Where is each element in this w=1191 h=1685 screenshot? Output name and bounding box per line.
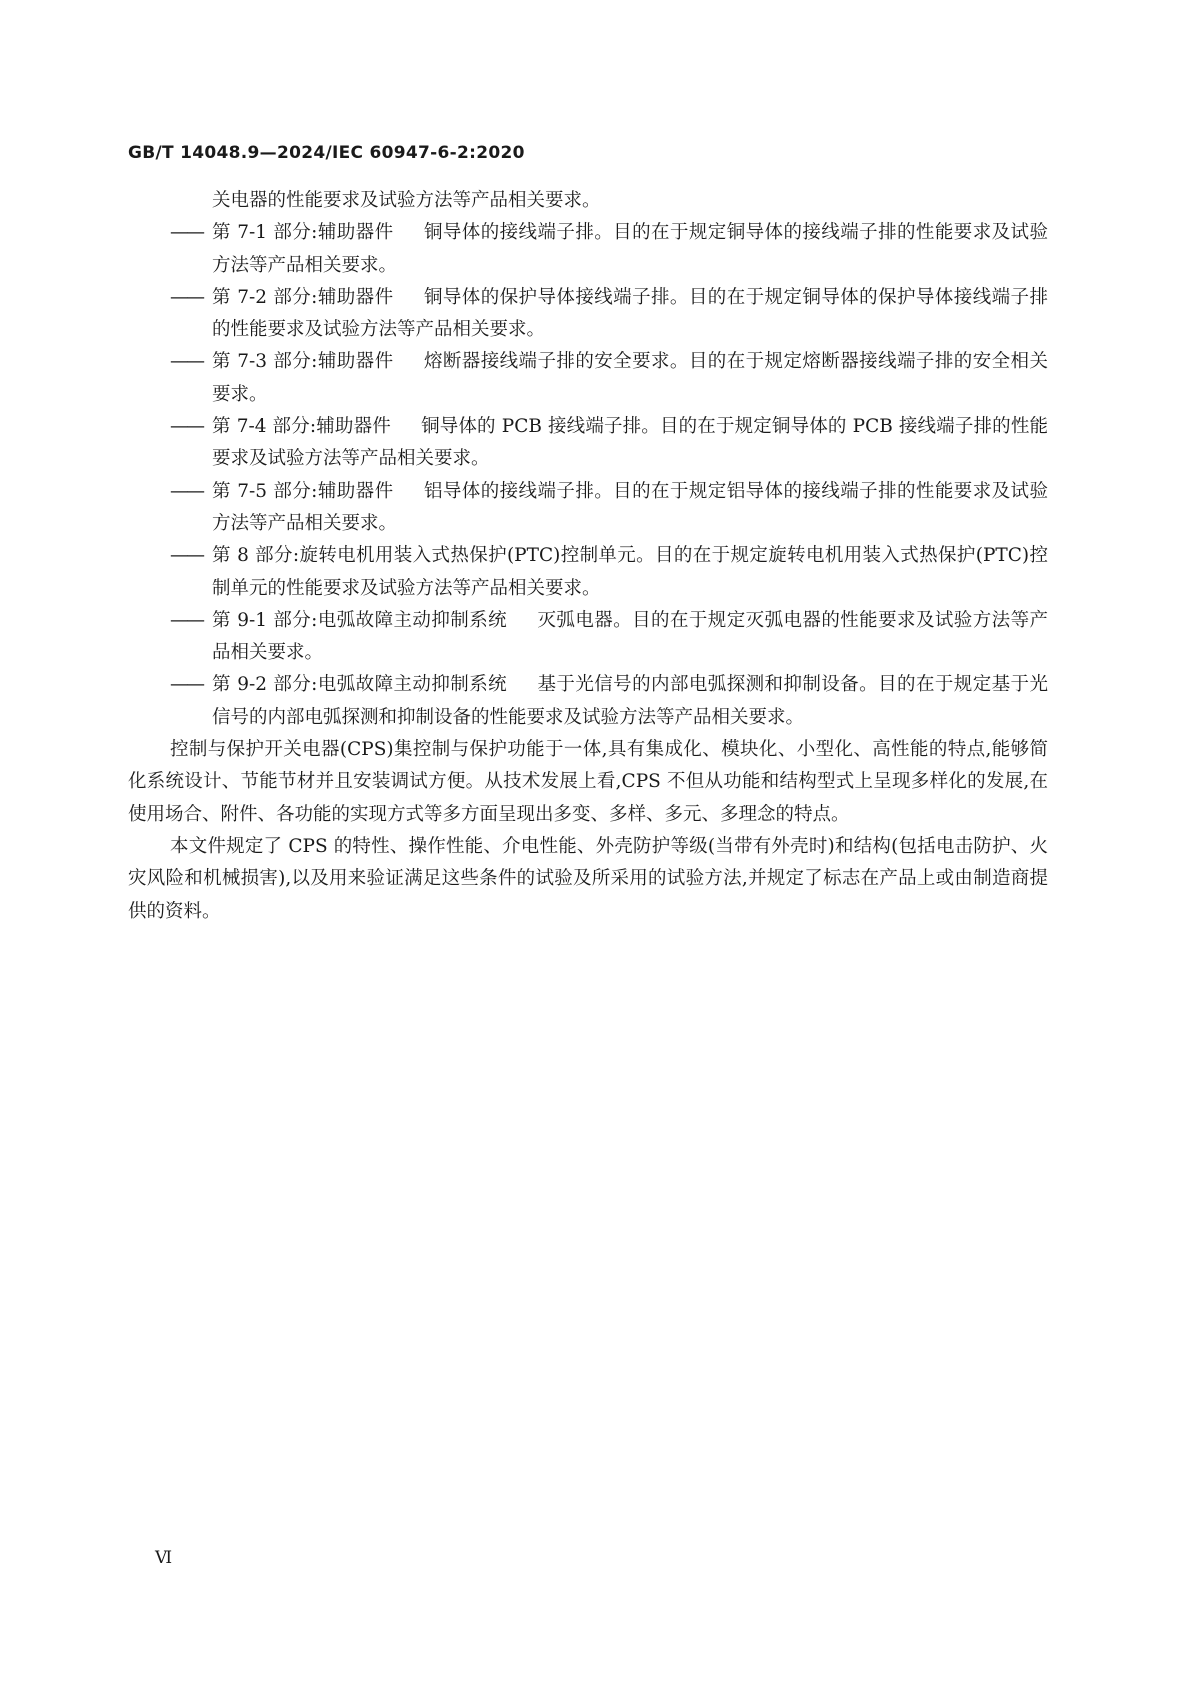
item-purpose: 目的在于规定灭弧电器的性能要求及试验方法等产品相关要求。 <box>212 609 1048 664</box>
list-dash: —— <box>170 609 203 631</box>
item-subject: 基于光信号的内部电弧探测和抑制设备。 <box>537 674 879 696</box>
item-label: 第 9-2 部分:电弧故障主动抑制系统 <box>212 674 508 696</box>
list-item <box>128 540 1048 605</box>
item-label: 第 7-5 部分:辅助器件 <box>212 480 394 502</box>
list-item <box>128 476 1048 541</box>
list-dash: —— <box>170 480 203 502</box>
item-subject: 熔断器接线端子排的安全要求。 <box>423 351 689 373</box>
list-dash: —— <box>170 286 203 308</box>
list-dash: —— <box>170 674 203 696</box>
item-subject: 铝导体的接线端子排。 <box>423 480 614 502</box>
item-subject: 铜导体的接线端子排。 <box>423 222 614 244</box>
item-label: 第 7-1 部分:辅助器件 <box>212 222 394 244</box>
item-label: 第 7-4 部分:辅助器件 <box>212 416 391 438</box>
item-purpose: 目的在于规定基于光信号的内部电弧探测和抑制设备的性能要求及试验方法等产品相关要求。 <box>212 674 1048 728</box>
item-subject: 灭弧电器。 <box>537 609 633 631</box>
list-dash: —— <box>170 351 203 373</box>
item-purpose: 目的在于规定铜导体的保护导体接线端子排的性能要求及试验方法等产品相关要求。 <box>212 286 1048 341</box>
item-label: 第 9-1 部分:电弧故障主动抑制系统 <box>212 609 508 631</box>
item-purpose: 目的在于规定铜导体的 PCB 接线端子排的性能要求及试验方法等产品相关要求。 <box>212 416 1048 470</box>
item-label: 第 8 部分:旋转电机用装入式热保护(PTC)控制单元。 <box>212 545 656 567</box>
document-body <box>128 185 1048 928</box>
item-label: 第 7-3 部分:辅助器件 <box>212 351 394 373</box>
item-purpose: 目的在于规定铝导体的接线端子排的性能要求及试验方法等产品相关要求。 <box>212 480 1048 534</box>
item-subject: 铜导体的保护导体接线端子排。 <box>423 286 689 308</box>
list-item <box>128 669 1048 734</box>
item-purpose: 目的在于规定熔断器接线端子排的安全相关要求。 <box>212 351 1048 405</box>
list-item <box>128 346 1048 411</box>
standard-header: GB/T 14048.9—2024/IEC 60947-6-2:2020 <box>128 143 525 163</box>
item-subject: 铜导体的 PCB 接线端子排。 <box>420 416 660 438</box>
list-item <box>128 605 1048 670</box>
list-dash: —— <box>170 222 203 244</box>
part-list <box>128 217 1048 734</box>
continuation-line: 关电器的性能要求及试验方法等产品相关要求。 <box>212 190 601 211</box>
item-purpose: 目的在于规定旋转电机用装入式热保护(PTC)控制单元的性能要求及试验方法等产品相关要求。 <box>212 545 1048 599</box>
body-paragraph: 控制与保护开关电器(CPS)集控制与保护功能于一体,具有集成化、模块化、小型化、高性能的特点,能够简化系统设计、节能节材并且安装调试方便。从技术发展上看,CPS 不但从功能和结构型式上呈现多样化的发展,在使用场合、附件、各功能的实现方式等多方面呈现出多变、多样、多元、多理念的特点。 <box>128 739 1048 825</box>
list-item <box>128 217 1048 282</box>
list-dash: —— <box>170 545 203 567</box>
item-label: 第 7-2 部分:辅助器件 <box>212 286 394 308</box>
body-paragraph: 本文件规定了 CPS 的特性、操作性能、介电性能、外壳防护等级(当带有外壳时)和结构(包括电击防护、火灾风险和机械损害),以及用来验证满足这些条件的试验及所采用的试验方法,并规定了标志在产品上或由制造商提供的资料。 <box>128 835 1048 922</box>
page-number: Ⅵ <box>155 1548 173 1568</box>
list-dash: —— <box>170 416 203 438</box>
item-purpose: 目的在于规定铜导体的接线端子排的性能要求及试验方法等产品相关要求。 <box>212 222 1048 276</box>
list-item <box>128 411 1048 476</box>
list-item <box>128 282 1048 347</box>
